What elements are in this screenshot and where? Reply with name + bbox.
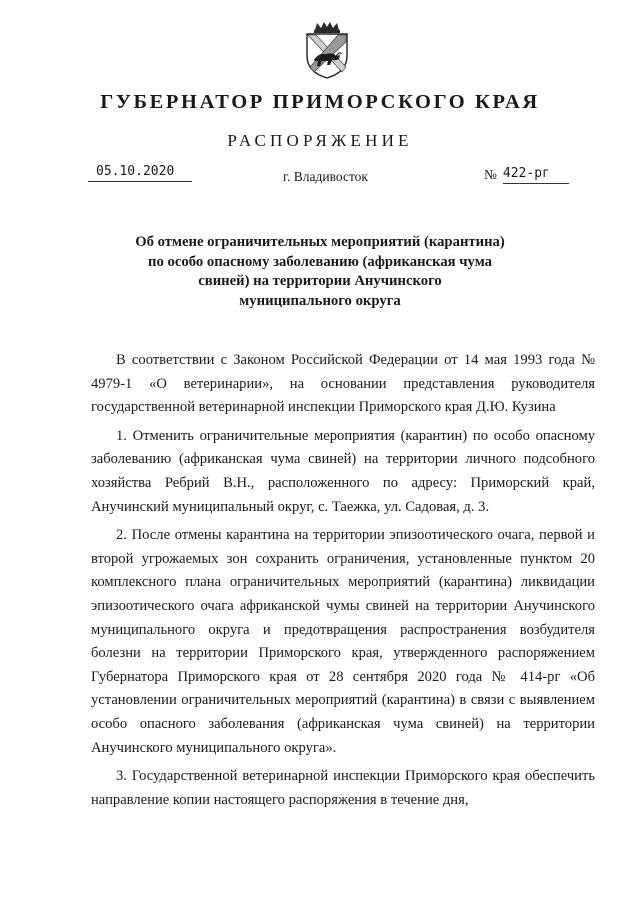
title-line: муниципального округа (239, 292, 401, 309)
paragraph-item-3: 3. Государственной ветеринарной инспекции Приморского края обеспечить направление копии настоящего распоряжения в течение дня, (91, 768, 595, 808)
document-type: РАСПОРЯЖЕНИЕ (227, 131, 413, 150)
document-date: 05.10.2020 (88, 162, 192, 182)
document-number-block (484, 164, 569, 184)
title-line: по особо опасному заболеванию (африканская чума (148, 253, 492, 270)
document-title (0, 233, 640, 311)
number-sign: № (484, 167, 497, 182)
document-number: 422-рг (503, 164, 569, 184)
document-city: г. Владивосток (283, 169, 368, 184)
paragraph-item-1: 1. Отменить ограничительные мероприятия (карантин) по особо опасному заболеванию (африканская чума свиней) на территории личного подсобного хозяйства Ребрий В.Н., расположенного по адресу: Приморский край, Анучинский муниципальный округ, с. Таежка, ул. Садовая, д. 3. (91, 427, 595, 515)
paragraph-preamble: В соответствии с Законом Российской Федерации от 14 мая 1993 года № 4979-1 «О ветеринарии», на основании представления руководителя государственной ветеринарной инспекции Приморского края Д.Ю. Кузина (91, 352, 595, 416)
document-body (91, 349, 595, 812)
paragraph-item-2: 2. После отмены карантина на территории эпизоотического очага, первой и второй угрожаемых зон сохранить ограничения, установленные пунктом 20 комплексного плана ограничительных мероприятий (карантина) ликвидации эпизоотического очага африканской чумы свиней на территории Анучинского муниципального округа и предотвращения распространения возбудителя болезни на территории Приморского края, утвержденного распоряжением Губернатора Приморского края от 28 сентября 2020 года № 414-рг «Об установлении ограничительных мероприятий (карантина) в связи с выявлением особо опасного заболевания (африканская чума свиней) на территории Анучинского муниципального округа». (91, 527, 595, 756)
title-line: Об отмене ограничительных мероприятий (карантина) (135, 234, 505, 250)
issuing-authority: ГУБЕРНАТОР ПРИМОРСКОГО КРАЯ (100, 91, 540, 113)
coat-of-arms-emblem (302, 20, 352, 80)
title-line: свиней) на территории Анучинского (198, 273, 442, 289)
